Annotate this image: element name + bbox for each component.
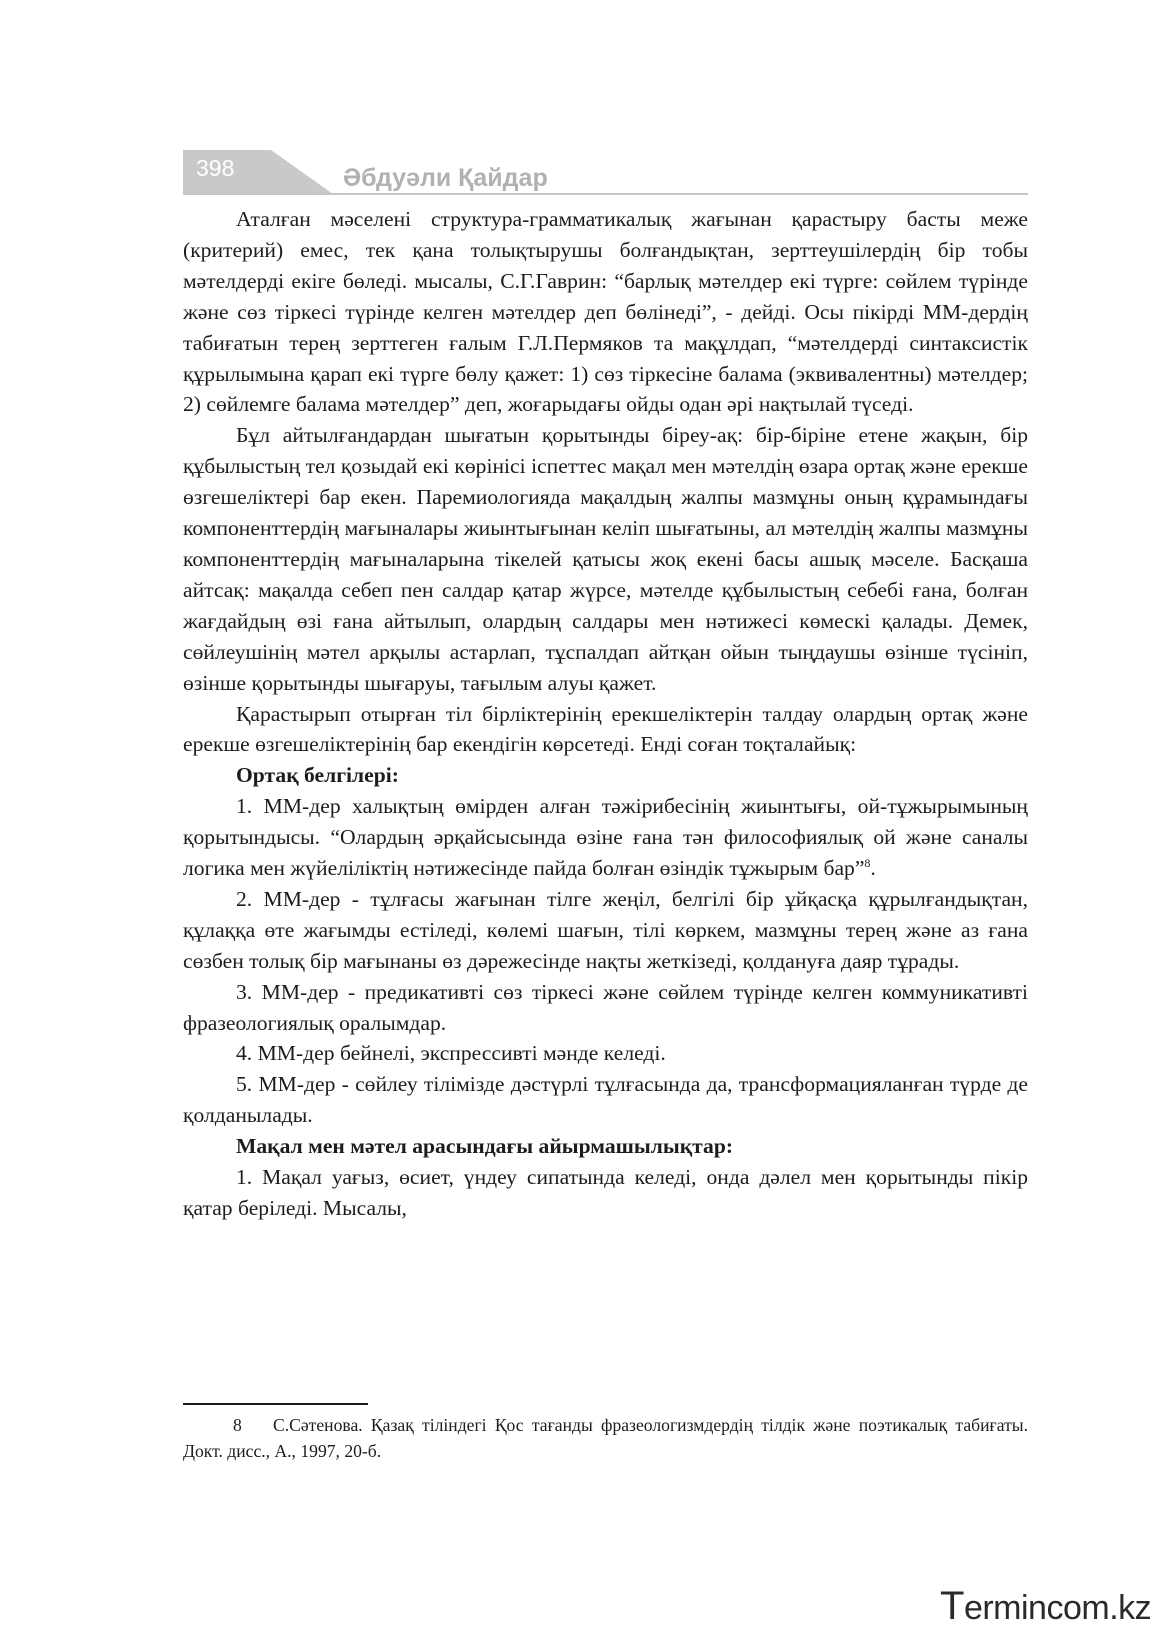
list-item: 2. ММ-дер - тұлғасы жағынан тілге жеңіл, белгілі бір ұйқасқа құрылғандықтан, құлаққа өте жағымды естіледі, көлемі шағын, тілі көркем, мазмұны терең және аз ғана сөзбен толық бір мағынаны өз дәрежесінде нақты жеткізеді, қолдануға даяр тұрады. <box>183 886 1028 973</box>
header-rule <box>183 193 1028 195</box>
paragraph: Қарастырып отырған тіл бірліктерінің ерекшеліктерін талдау олардың ортақ және ерекше өзгешеліктерінің бар екендігін көрсетеді. Енді соған тоқталайық: <box>183 701 1028 757</box>
body-text <box>183 204 1028 1224</box>
list-item: 5. ММ-дер - сөйлеу тілімізде дәстүрлі тұлғасында да, трансформацияланған түрде де қолданылады. <box>183 1072 1028 1128</box>
magnifier-icon <box>940 1582 1145 1626</box>
list-item: 4. ММ-дер бейнелі, экспрессивті мәнде келеді. <box>236 1041 666 1066</box>
footnote-reference[interactable]: 8 <box>864 855 871 870</box>
list-item: 3. ММ-дер - предикативті сөз тіркесі және сөйлем түрінде келген коммуникативті фразеологиялық оралымдар. <box>183 979 1028 1035</box>
page-header <box>183 150 1028 197</box>
list-item-text: 1. ММ-дер халықтың өмірден алған тәжірибесінің жиынтығы, ой-тұжырымының қорытындысы. “Олардың әрқайсысында өзіне ғана тән философиялық ой және саналы логика мен жүйеліліктің нәтижесінде пайда болған өзіндік тұжырым бар” <box>183 794 1028 881</box>
list-item: 1. Мақал уағыз, өсиет, үндеу сипатында келеді, онда дәлел мен қорытынды пікір қатар беріледі. Мысалы, <box>183 1165 1028 1220</box>
watermark-logo <box>940 1582 1152 1628</box>
section-heading-differences: Мақал мен мәтел арасындағы айырмашылықтар: <box>236 1134 734 1159</box>
paragraph: Бұл айтылғандардан шығатын қорытынды біреу-ақ: бір-біріне етене жақын, бір құбылыстың тел қозыдай екі көрінісі іспеттес мақал мен мәтелдің өзара ортақ және ерекше өзгешеліктері бар екен. Паремиологияда мақалдың жалпы мазмұны оның құрамындағы компоненттердің мағыналары жиынтығынан келіп шығатыны, ал мәтелдің жалпы мазмұны компоненттердің мағыналарына тікелей қатысы жоқ екені басы ашық мәселе. Басқаша айтсақ: мақалда себеп пен салдар қатар жүрсе, мәтелде құбылыстың себебі ғана, болған жағдайдың өзі ғана айтылып, олардың салдары мен нәтижесі көмескі қалады. Демек, сөйлеушінің мәтел арқылы астарлап, тұспалдап айтқан ойын тыңдаушы өзінше түсініп, өзінше қорытынды шығаруы, тағылым алуы қажет. <box>183 423 1028 695</box>
footnote-text: С.Сәтенова. Қазақ тіліндегі Қос тағанды фразеологизмдердің тілдік және поэтикалық табиғаты. Докт. дисс., А., 1997, 20-б. <box>183 1415 1028 1461</box>
watermark-text: Termincоm.kz <box>940 1584 1152 1628</box>
footnote <box>183 1412 1028 1464</box>
section-heading-common-features: Ортақ белгілері: <box>236 763 399 788</box>
footnote-rule <box>183 1403 368 1405</box>
running-head-author: Әбдуәли Қайдар <box>343 164 548 192</box>
footnote-number: 8 <box>233 1415 242 1435</box>
page-number: 398 <box>196 155 235 181</box>
list-item-tail: . <box>870 856 876 881</box>
paragraph: Аталған мәселені структура-грамматикалық жағынан қарастыру басты меже (критерий) емес, тек қана толықтырушы болғандықтан, зерттеушілердің бір тобы мәтелдерді екіге бөледі. мысалы, С.Г.Гаврин: “барлық мәтелдер екі түрге: сөйлем түрінде және сөз тіркесі түрінде келген мәтелдер деп бөлінеді”, - дейді. Осы пікірді ММ-дердің табиғатын терең зерттеген ғалым Г.Л.Пермяков та мақұлдап, “мәтелдерді синтаксистік құрылымына қарап екі түрге бөлу қажет: 1) сөз тіркесіне балама (эквивалентны) мәтелдер; 2) сөйлемге балама мәтелдер” деп, жоғарыдағы ойды одан әрі нақтылай түседі. <box>183 207 1028 417</box>
list-item <box>183 791 1028 884</box>
